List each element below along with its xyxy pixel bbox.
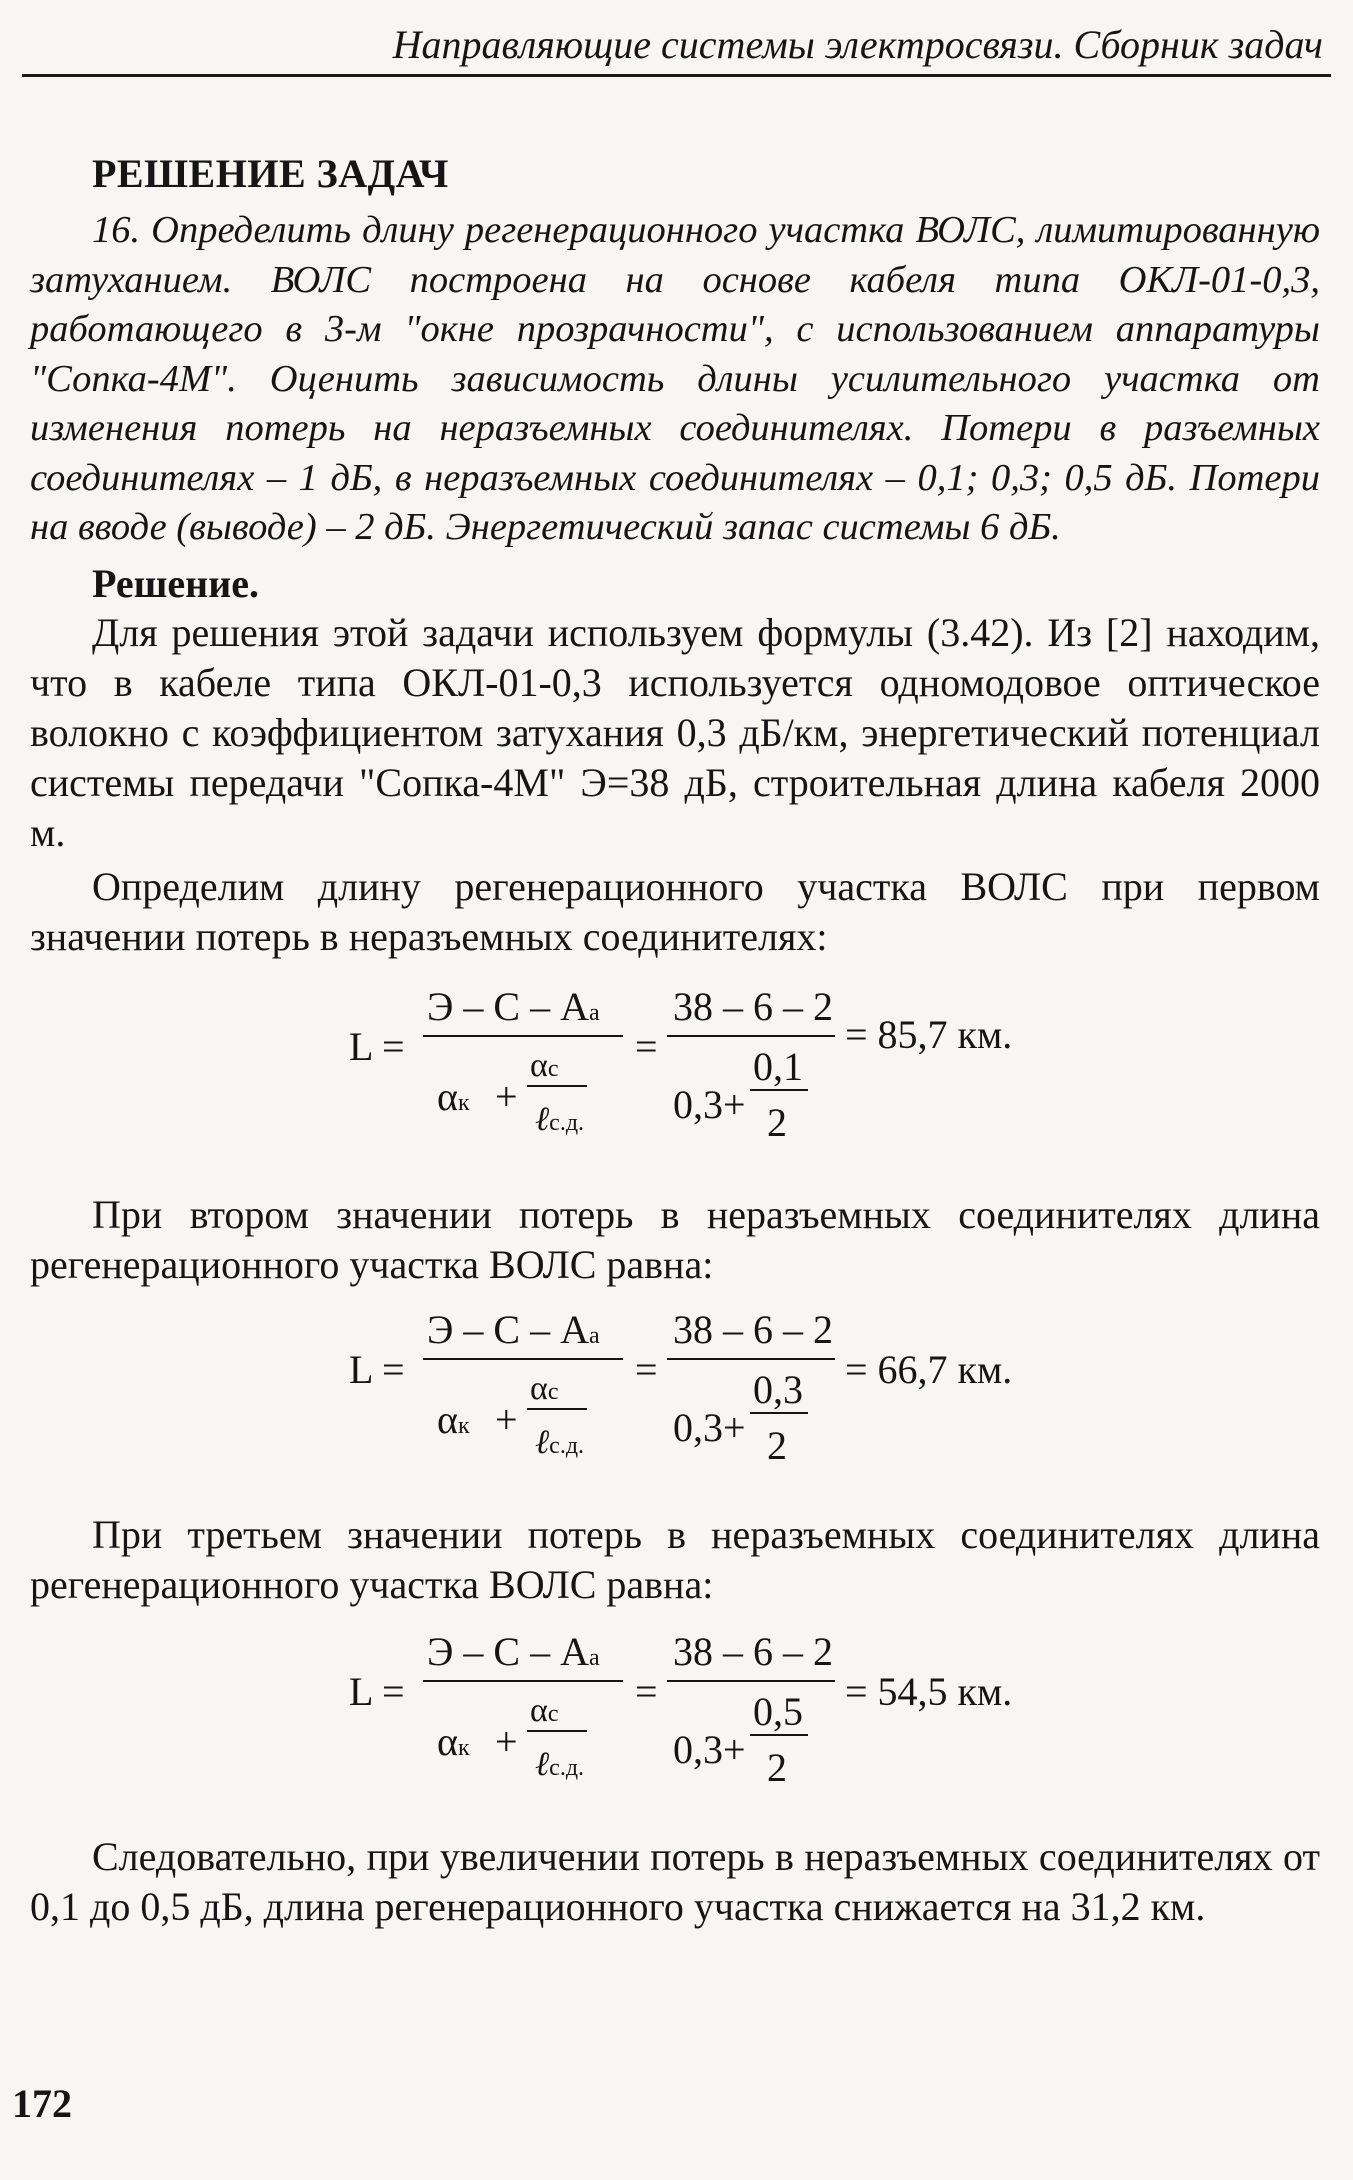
paragraph-intro: Для решения этой задачи используем формулы (3.42). Из [2] находим, что в кабеле типа ОКЛ-01-0,3 используется одномодовое оптическое волокно с коэффициентом затухания 0,3 дБ/км, энергетический потенциал системы передачи "Сопка-4М" Э=38 дБ, строительная длина кабеля 2000 м. [30, 610, 1320, 855]
plus-sign: + [495, 1397, 518, 1442]
formula-3 [345, 1630, 1045, 1805]
paragraph-conclusion: Следовательно, при увеличении потерь в неразъемных соединителях от 0,1 до 0,5 дБ, длина регенерационного участка снижается на 31,2 км. [30, 1834, 1320, 1929]
loss-value: 0,3 [753, 1367, 803, 1412]
solution-heading: Решение. [92, 561, 260, 606]
ell-symbol: ℓс.д. [535, 1424, 585, 1461]
result-value: = 54,5 км. [845, 1669, 1013, 1714]
loss-fraction-bar [750, 1089, 808, 1091]
formula-2 [345, 1308, 1045, 1483]
numerator-numeric: 38 – 6 – 2 [673, 984, 833, 1029]
result-value: = 85,7 км. [845, 1012, 1013, 1057]
numerator-numeric: 38 – 6 – 2 [673, 1307, 833, 1352]
formula-lhs: L = [349, 1347, 405, 1392]
alpha-k: αк [437, 1074, 470, 1119]
loss-value: 0,5 [753, 1689, 803, 1734]
result-value: = 66,7 км. [845, 1347, 1013, 1392]
equals-sign: = [635, 1347, 658, 1392]
running-header: Направляющие системы электросвязи. Сборник задач [392, 22, 1323, 67]
fraction-bar [423, 1035, 623, 1037]
denominator-two: 2 [767, 1745, 787, 1790]
paragraph-first-value: Определим длину регенерационного участка ВОЛС при первом значении потерь в неразъемных соединителях: [30, 864, 1320, 959]
denominator-base: 0,3+ [673, 1405, 746, 1450]
inner-fraction-bar [527, 1085, 587, 1087]
formula-numerator-symbolic: Э – С – Аа [427, 1629, 600, 1674]
fraction-bar-numeric [667, 1680, 835, 1682]
alpha-c: αс [530, 1692, 559, 1729]
problem-statement: 16. Определить длину регенерационного участка ВОЛС, лимитированную затуханием. ВОЛС построена на основе кабеля типа ОКЛ-01-0,3, работающего в 3-м "окне прозрачности", с использованием аппаратуры "Сопка-4М". Оценить зависимость длины усилительного участка от изменения потерь на неразъемных соединителях. Потери в разъемных соединителях – 1 дБ, в неразъемных соединителях – 0,1; 0,3; 0,5 дБ. Потери на вводе (выводе) – 2 дБ. Энергетический запас системы 6 дБ. [30, 209, 1320, 548]
formula-lhs: L = [349, 1024, 405, 1069]
denominator-two: 2 [767, 1423, 787, 1468]
inner-fraction-bar [527, 1408, 587, 1410]
header-rule [22, 74, 1331, 77]
formula-1 [345, 985, 1045, 1160]
ell-symbol: ℓс.д. [535, 1746, 585, 1783]
page-number: 172 [12, 2081, 72, 2126]
equals-sign: = [635, 1669, 658, 1714]
plus-sign: + [495, 1719, 518, 1764]
loss-fraction-bar [750, 1734, 808, 1736]
alpha-c: αс [530, 1370, 559, 1407]
formula-numerator-symbolic: Э – С – Аа [427, 984, 600, 1029]
fraction-bar-numeric [667, 1035, 835, 1037]
equals-sign: = [635, 1024, 658, 1069]
paragraph-third-value: При третьем значении потерь в неразъемных соединителях длина регенерационного участка ВОЛС равна: [30, 1512, 1320, 1607]
denominator-base: 0,3+ [673, 1082, 746, 1127]
denominator-base: 0,3+ [673, 1727, 746, 1772]
loss-fraction-bar [750, 1412, 808, 1414]
formula-lhs: L = [349, 1669, 405, 1714]
numerator-numeric: 38 – 6 – 2 [673, 1629, 833, 1674]
loss-value: 0,1 [753, 1044, 803, 1089]
alpha-c: αс [530, 1047, 559, 1084]
section-title: РЕШЕНИЕ ЗАДАЧ [92, 151, 449, 196]
fraction-bar [423, 1680, 623, 1682]
denominator-two: 2 [767, 1100, 787, 1145]
plus-sign: + [495, 1074, 518, 1119]
formula-numerator-symbolic: Э – С – Аа [427, 1307, 600, 1352]
fraction-bar [423, 1358, 623, 1360]
paragraph-second-value: При втором значении потерь в неразъемных соединителях длина регенерационного участка ВОЛС равна: [30, 1192, 1320, 1287]
ell-symbol: ℓс.д. [535, 1101, 585, 1138]
alpha-k: αк [437, 1719, 470, 1764]
fraction-bar-numeric [667, 1358, 835, 1360]
alpha-k: αк [437, 1397, 470, 1442]
inner-fraction-bar [527, 1730, 587, 1732]
